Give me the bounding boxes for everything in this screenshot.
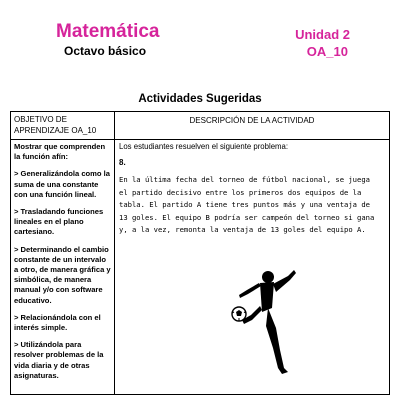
objective-item: > Relacionándola con el interés simple.: [14, 312, 101, 333]
objective-item: Mostrar que comprenden la función afín:: [14, 142, 106, 162]
unit-label: Unidad 2: [295, 27, 350, 42]
activity-table: [10, 111, 390, 395]
column-divider: [114, 112, 115, 394]
subject-title: Matemática: [56, 21, 160, 42]
objective-column-header: OBJETIVO DE APRENDIZAJE OA_10: [14, 115, 97, 135]
header-divider: [11, 139, 389, 140]
section-title: Actividades Sugeridas: [138, 93, 262, 105]
objective-item: > Trasladando funciones lineales en el plano cartesiano.: [14, 207, 104, 237]
objective-item: > Determinando el cambio constante de un intervalo a otro, de manera gráfica y simbólica, de manera manual y/o con software educativo.: [14, 244, 111, 305]
soccer-player-illustration: [222, 268, 302, 376]
description-column-header: DESCRIPCIÓN DE LA ACTIVIDAD: [189, 116, 315, 125]
grade-subtitle: Octavo básico: [64, 44, 147, 58]
problem-text: En la última fecha del torneo de fútbol nacional, se juega el partido decisivo entre los primeros dos equipos de la tabla. El partido A tiene tres puntos más y una ventaja de 13 goles. El equipo B podría ser campeón del torneo si gana y, a la vez, remonta la ventaja de 13 goles del equipo A.: [119, 175, 375, 234]
objective-item: > Utilizándola para resolver problemas de la vida diaria y de otras asignaturas.: [14, 340, 104, 380]
objective-code: OA_10: [306, 44, 348, 59]
problem-number: 8.: [119, 158, 126, 167]
objective-item: > Generalizándola como la suma de una constante con una función lineal.: [14, 169, 111, 199]
soccer-ball-icon: [232, 307, 246, 321]
objectives-list: [14, 142, 112, 388]
activity-intro: Los estudiantes resuelven el siguiente problema:: [119, 142, 289, 151]
